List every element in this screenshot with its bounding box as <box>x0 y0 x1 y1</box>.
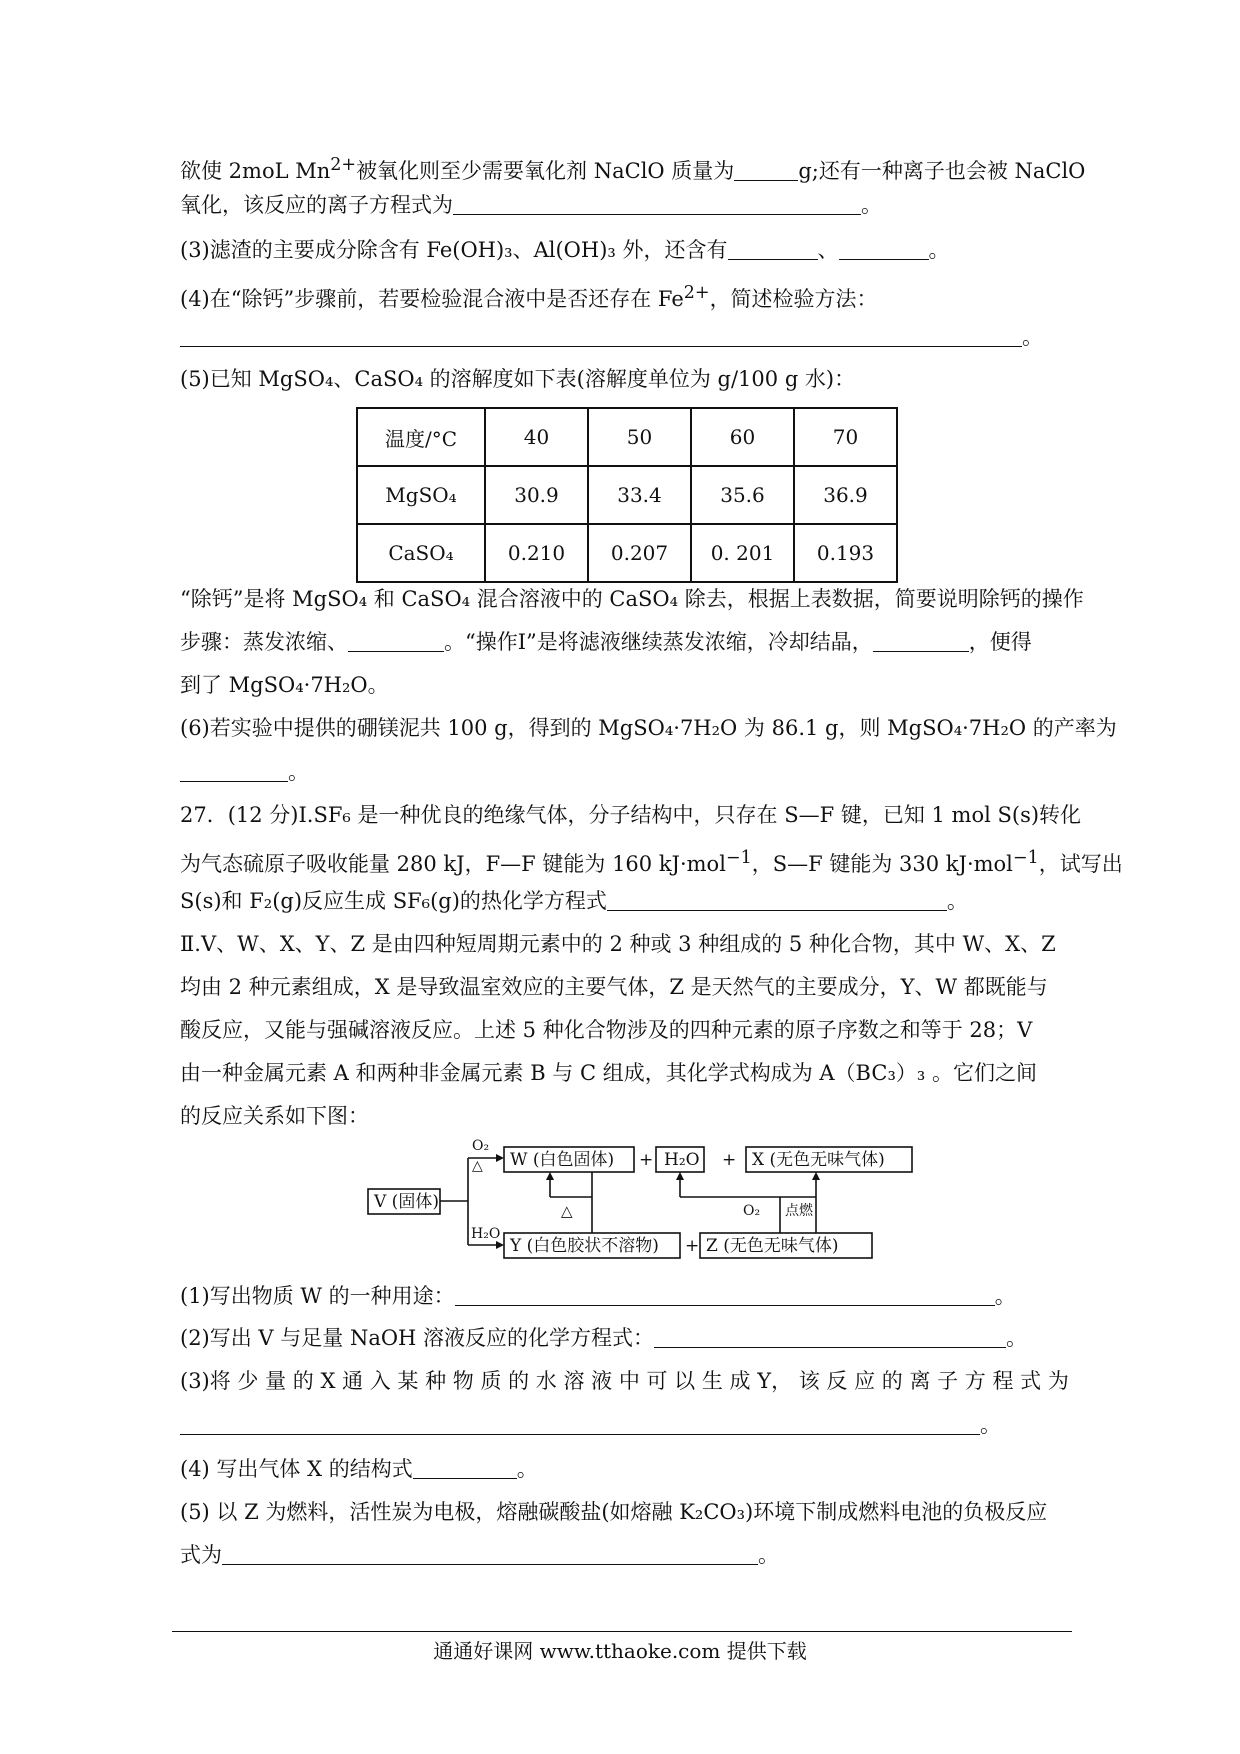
table-header-cell: 60 <box>691 408 794 466</box>
label-x: X (无色无味气体) <box>752 1150 885 1170</box>
table-header-cell: 50 <box>588 408 691 466</box>
text-line: (4)在“除钙”步骤前，若要检验混合液中是否还存在 $Fe^{2+}$，简述检验方法： <box>180 283 878 311</box>
answer-blank <box>180 326 1022 347</box>
text-line: 。 <box>180 757 1070 787</box>
table-cell: 35.6 <box>691 466 794 524</box>
text-line: 27．(12 分)Ⅰ.SF₆ 是一种优良的绝缘气体，分子结构中，只存在 S—F 键，已知 1 mol S(s)转化 <box>180 803 1082 827</box>
text-line: 均由 2 种元素组成，X 是导致温室效应的主要气体，Z 是天然气的主要成分，Y、W 都既能与 <box>180 975 1048 999</box>
table-cell: 0.207 <box>588 524 691 582</box>
table-cell: 0.210 <box>485 524 588 582</box>
text-line: (2)写出 V 与足量 NaOH 溶液反应的化学方程式： 。 <box>180 1326 1028 1350</box>
label-v: V (固体) <box>374 1192 439 1212</box>
text-line: (3)滤渣的主要成分除含有 Fe(OH)₃、Al(OH)₃ 外，还含有 、 。 <box>180 238 950 262</box>
answer-blank <box>453 194 861 215</box>
plus-sign: + <box>639 1150 654 1170</box>
table-header-cell: 温度/°C <box>357 408 485 466</box>
text-line: (5)已知 MgSO₄、CaSO₄ 的溶解度如下表(溶解度单位为 g/100 g 水)： <box>180 367 856 391</box>
plus-sign: + <box>722 1150 737 1170</box>
text-line: 氧化，该反应的离子方程式为 。 <box>180 193 882 217</box>
table-row <box>357 466 897 524</box>
table-cell: 0. 201 <box>691 524 794 582</box>
page-footer: 通通好课网 www.tthaoke.com 提供下载 <box>433 1639 807 1663</box>
table-row <box>357 524 897 582</box>
answer-blank <box>180 761 288 782</box>
answer-blank <box>839 239 929 260</box>
answer-blank <box>348 631 444 652</box>
label-h2o: H₂O <box>664 1150 700 1170</box>
answer-blank <box>728 239 818 260</box>
plus-sign: + <box>685 1236 700 1256</box>
text-line: 。 <box>180 322 1070 352</box>
text-line: (3)将 少 量 的 X 通 入 某 种 物 质 的 水 溶 液 中 可 以 生 成 Y， 该 反 应 的 离 子 方 程 式 为 <box>180 1369 1069 1393</box>
table-cell: CaSO₄ <box>357 524 485 582</box>
answer-blank <box>873 631 969 652</box>
table-cell: 30.9 <box>485 466 588 524</box>
label-w: W (白色固体) <box>510 1150 615 1170</box>
table-cell: MgSO₄ <box>357 466 485 524</box>
text-line: “除钙”是将 MgSO₄ 和 CaSO₄ 混合溶液中的 CaSO₄ 除去，根据上表数据，简要说明除钙的操作 <box>180 587 1084 611</box>
table-cell: 33.4 <box>588 466 691 524</box>
text-line: 酸反应，又能与强碱溶液反应。上述 5 种化合物涉及的四种元素的原子序数之和等于 28；V <box>180 1018 1033 1042</box>
answer-blank <box>180 1414 980 1435</box>
label-water: H₂O <box>471 1226 501 1242</box>
text-line: S(s)和 F₂(g)反应生成 SF₆(g)的热化学方程式 。 <box>180 889 968 913</box>
text-line: (6)若实验中提供的硼镁泥共 100 g，得到的 MgSO₄·7H₂O 为 86.1 g，则 MgSO₄·7H₂O 的产率为 <box>180 716 1117 740</box>
text-line: (5) 以 Z 为燃料，活性炭为电极，熔融碳酸盐(如熔融 K₂CO₃)环境下制成燃料电池的负极反应 <box>180 1500 1048 1524</box>
table-cell: 36.9 <box>794 466 897 524</box>
table-row <box>357 408 897 466</box>
text-line: 为气态硫原子吸收能量 280 kJ，F—F 键能为 160 kJ·mol$^{-1}$，S—F 键能为 330 kJ·mol$^{-1}$，试写出 <box>180 848 1123 876</box>
answer-blank <box>607 890 947 911</box>
label-o2: O₂ <box>472 1138 490 1154</box>
footer-divider <box>172 1631 1072 1632</box>
solubility-table <box>356 407 898 583</box>
answer-blank <box>654 1327 1006 1348</box>
text-line: 。 <box>180 1410 1070 1440</box>
label-heat: △ <box>561 1202 573 1220</box>
table-header-cell: 40 <box>485 408 588 466</box>
text-line: 欲使 2moL $Mn^{2+}$被氧化则至少需要氧化剂 NaClO 质量为 g;还有一种离子也会被 NaClO <box>180 155 1086 183</box>
label-z: Z (无色无味气体) <box>706 1236 839 1256</box>
text-line: 由一种金属元素 A 和两种非金属元素 B 与 C 组成，其化学式构成为 A（BC₃）₃ 。它们之间 <box>180 1061 1037 1085</box>
text-line: Ⅱ.V、W、X、Y、Z 是由四种短周期元素中的 2 种或 3 种组成的 5 种化合物，其中 W、X、Z <box>180 932 1056 956</box>
answer-blank <box>413 1458 517 1479</box>
table-cell: 0.193 <box>794 524 897 582</box>
text-line: 步骤：蒸发浓缩、 。“操作Ⅰ”是将滤液继续蒸发浓缩，冷却结晶， ，便得 <box>180 630 1032 654</box>
label-heat: △ <box>472 1158 483 1174</box>
label-ignite: 点燃 <box>785 1203 813 1219</box>
answer-blank <box>734 160 798 181</box>
reaction-diagram <box>360 1138 920 1268</box>
text-line: (4) 写出气体 X 的结构式 。 <box>180 1457 538 1481</box>
text-line: 到了 MgSO₄·7H₂O。 <box>180 673 389 697</box>
text-line: 式为 。 <box>180 1543 779 1567</box>
text-line: (1)写出物质 W 的一种用途： 。 <box>180 1284 1016 1308</box>
label-o2: O₂ <box>743 1203 761 1219</box>
text-line: 的反应关系如下图： <box>180 1104 369 1128</box>
answer-blank <box>455 1285 995 1306</box>
label-y: Y (白色胶状不溶物) <box>510 1236 659 1256</box>
table-header-cell: 70 <box>794 408 897 466</box>
answer-blank <box>222 1544 758 1565</box>
